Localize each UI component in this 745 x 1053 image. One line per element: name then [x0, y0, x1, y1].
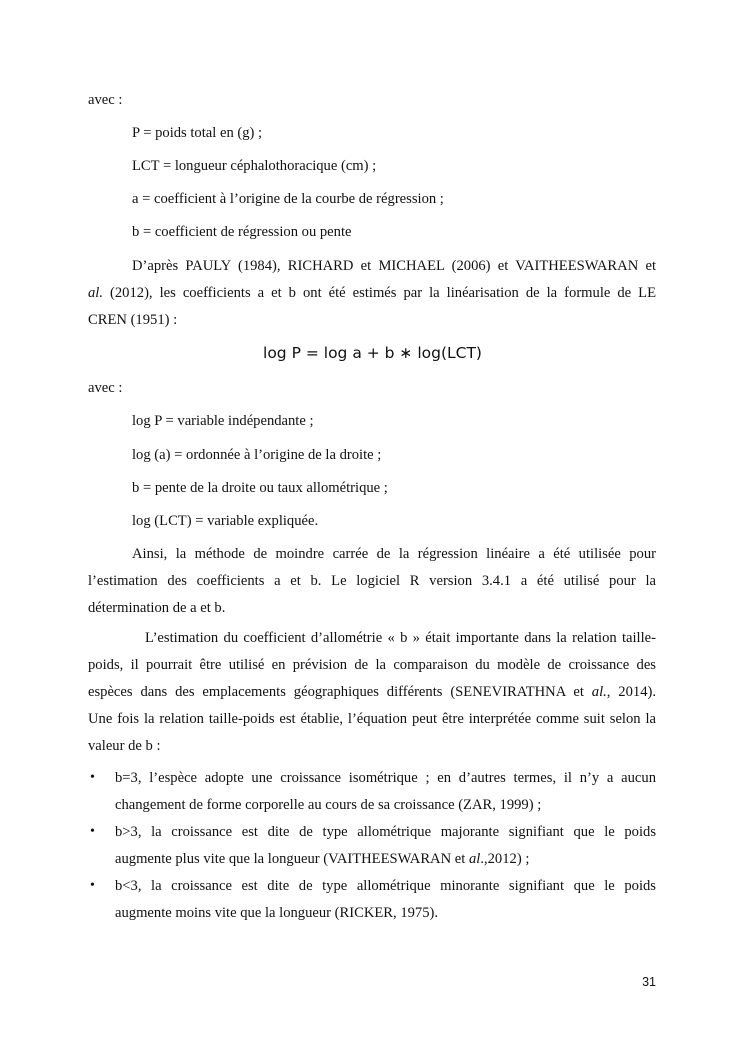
list-item-text: augmente plus vite que la longueur (VAITHEESWARAN et	[115, 851, 469, 867]
paragraph-line	[88, 284, 656, 302]
bullet-icon: •	[90, 770, 95, 785]
definition-line: log (LCT) = variable expliquée.	[132, 513, 319, 529]
list-item-text: .,2012) ;	[480, 851, 530, 867]
page-number: 31	[642, 975, 656, 989]
list-item-line: b<3, la croissance est dite de type allométrique minorante signifiant que le poids	[115, 878, 656, 894]
citation-italic: al	[468, 851, 481, 867]
avec-label-1: avec :	[88, 92, 123, 108]
definition-line: P = poids total en (g) ;	[132, 125, 263, 141]
list-item-line: b=3, l’espèce adopte une croissance isométrique ; en d’autres termes, il n’y a aucun	[115, 770, 656, 786]
paragraph-line: détermination de a et b.	[88, 600, 226, 616]
list-item-line	[115, 850, 529, 868]
paragraph-line: poids, il pourrait être utilisé en prévision de la comparaison du modèle de croissance des	[88, 657, 656, 673]
list-item-line: augmente moins vite que la longueur (RICKER, 1975).	[115, 905, 439, 921]
list-item-line: changement de forme corporelle au cours de sa croissance (ZAR, 1999) ;	[115, 797, 542, 813]
paragraph-text: , 2014).	[606, 684, 656, 700]
paragraph-line: Une fois la relation taille-poids est établie, l’équation peut être interprétée comme suit selon la	[88, 711, 656, 727]
paragraph-line: L’estimation du coefficient d’allométrie « b » était importante dans la relation taille-	[145, 630, 656, 646]
paragraph-line: Ainsi, la méthode de moindre carrée de la régression linéaire a été utilisée pour	[132, 546, 656, 562]
paragraph-line: CREN (1951) :	[88, 312, 178, 328]
paragraph-line: valeur de b :	[88, 738, 161, 754]
definition-line: LCT = longueur céphalothoracique (cm) ;	[132, 158, 377, 174]
definition-line: b = coefficient de régression ou pente	[132, 224, 352, 240]
paragraph-line: l’estimation des coefficients a et b. Le logiciel R version 3.4.1 a été utilisé pour la	[88, 573, 656, 589]
paragraph-line	[88, 683, 656, 701]
bullet-icon: •	[90, 878, 95, 893]
paragraph-line: D’après PAULY (1984), RICHARD et MICHAEL (2006) et VAITHEESWARAN et	[132, 258, 656, 274]
equation: log P = log a + b ∗ log(LCT)	[263, 344, 482, 362]
paragraph-text: (2012), les coefficients a et b ont été estimés par la linéarisation de la formule de LE	[103, 285, 656, 301]
paragraph-text: espèces dans des emplacements géographiques différents (SENEVIRATHNA et	[88, 684, 592, 700]
citation-italic: al.	[591, 684, 607, 700]
definition-line: log P = variable indépendante ;	[132, 413, 314, 429]
definition-line: a = coefficient à l’origine de la courbe de régression ;	[132, 191, 444, 207]
definition-line: b = pente de la droite ou taux allométrique ;	[132, 480, 388, 496]
citation-italic: al.	[88, 285, 103, 301]
bullet-icon: •	[90, 824, 95, 839]
avec-label-2: avec :	[88, 380, 123, 396]
definition-line: log (a) = ordonnée à l’origine de la droite ;	[132, 447, 382, 463]
list-item-line: b>3, la croissance est dite de type allométrique majorante signifiant que le poids	[115, 824, 656, 840]
